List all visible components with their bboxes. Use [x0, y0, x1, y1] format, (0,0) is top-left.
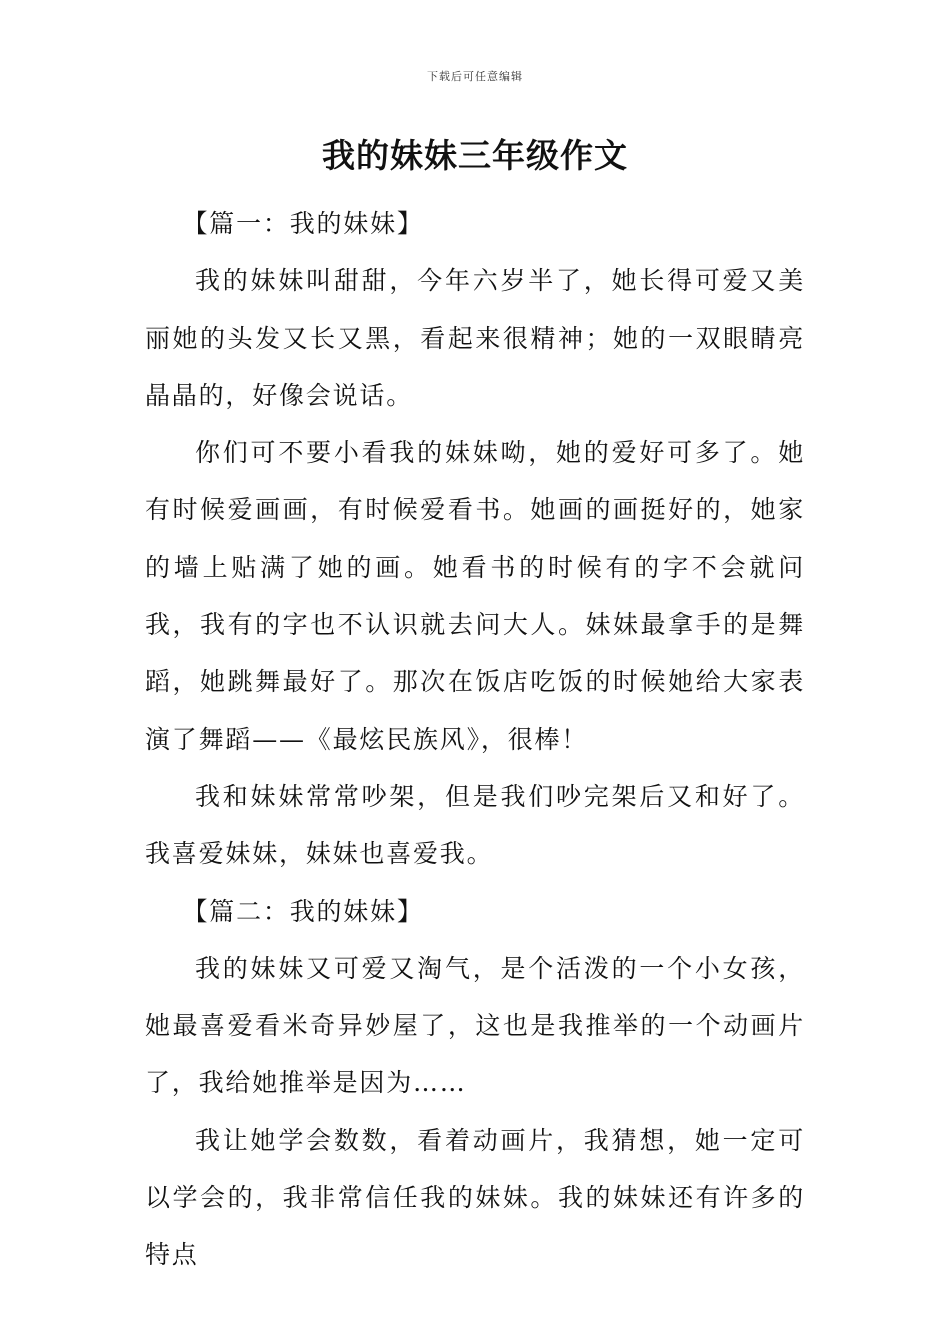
paragraph: 我的妹妹叫甜甜，今年六岁半了，她长得可爱又美丽她的头发又长又黑，看起来很精神；她的一双眼睛亮晶晶的，好像会说话。 [145, 266, 805, 410]
paragraph: 我和妹妹常常吵架，但是我们吵完架后又和好了。我喜爱妹妹，妹妹也喜爱我。 [145, 781, 805, 869]
section-label-1: 【篇一：我的妹妹】 [182, 209, 424, 238]
document-body [145, 195, 805, 1284]
paragraph: 你们可不要小看我的妹妹呦，她的爱好可多了。她有时候爱画画，有时候爱看书。她画的画挺好的，她家的墙上贴满了她的画。她看书的时候有的字不会就问我，我有的字也不认识就去问大人。妹妹最拿手的是舞蹈，她跳舞最好了。那次在饭店吃饭的时候她给大家表演了舞蹈——《最炫民族风》，很棒！ [145, 438, 805, 754]
section-label-2: 【篇二：我的妹妹】 [182, 896, 424, 926]
header-note: 下载后可任意编辑 [427, 70, 523, 83]
paragraph: 我的妹妹又可爱又淘气，是个活泼的一个小女孩，她最喜爱看米奇异妙屋了，这也是我推举的一个动画片了，我给她推举是因为…… [145, 953, 805, 1098]
paragraph: 我让她学会数数，看着动画片，我猜想，她一定可以学会的，我非常信任我的妹妹。我的妹妹还有许多的特点 [145, 1125, 805, 1270]
document-title: 我的妹妹三年级作文 [322, 136, 628, 175]
